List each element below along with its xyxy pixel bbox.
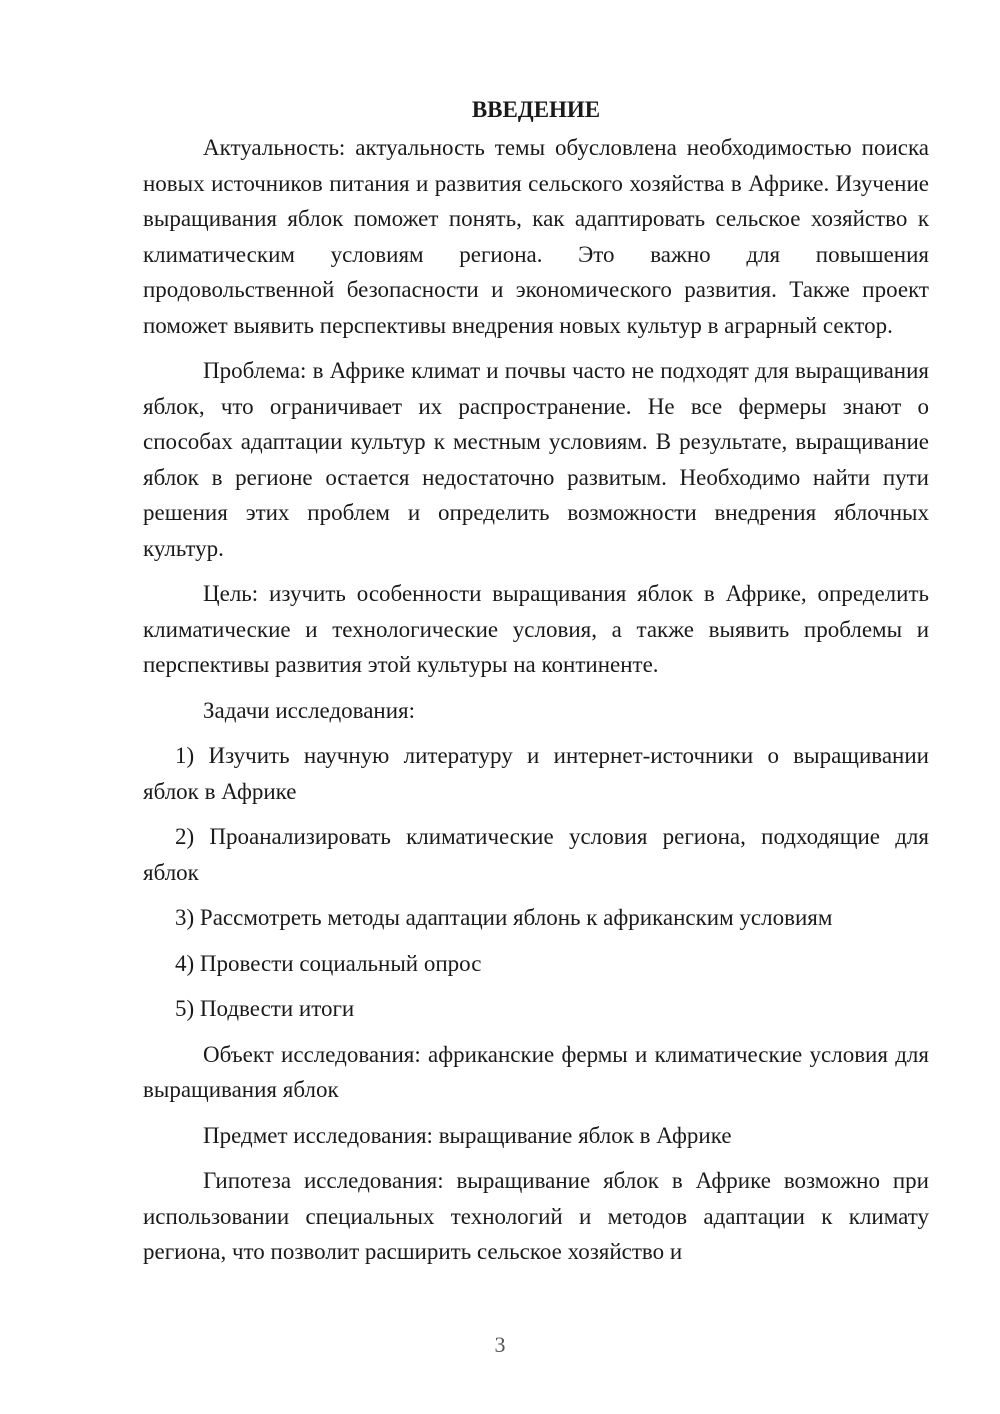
paragraph-hypothesis: Гипотеза исследования: выращивание яблок в Африке возможно при использовании специальных технологий и методов адаптации к климату региона, что позволит расширить сельское хозяйство и	[143, 1168, 929, 1264]
paragraph-problem: Проблема: в Африке климат и почвы часто не подходят для выращивания яблок, что ограничивает их распространение. Не все фермеры знают о способах адаптации культур к местным условиям. В результате, выращивание яблок в регионе остается недостаточно развитым. Необходимо найти пути решения этих проблем и определить возможности внедрения яблочных культур.	[143, 358, 929, 561]
paragraph-goal: Цель: изучить особенности выращивания яблок в Африке, определить климатические и технологические условия, а также выявить проблемы и перспективы развития этой культуры на континенте.	[143, 581, 929, 677]
task-item: 1) Изучить научную литературу и интернет-источники о выращивании яблок в Африке	[143, 743, 929, 804]
task-item: 3) Рассмотреть методы адаптации яблонь к африканским условиям	[175, 905, 833, 930]
document-page	[143, 92, 929, 1270]
paragraph-relevance: Актуальность: актуальность темы обусловлена необходимостью поиска новых источников питания и развития сельского хозяйства в Африке. Изучение выращивания яблок поможет понять, как адаптировать сельское хозяйство к климатическим условиям региона. Это важно для повышения продовольственной безопасности и экономического развития. Также проект поможет выявить перспективы внедрения новых культур в аграрный сектор.	[143, 135, 929, 338]
tasks-heading: Задачи исследования:	[203, 697, 416, 723]
task-item: 4) Провести социальный опрос	[175, 950, 482, 976]
section-heading: ВВЕДЕНИЕ	[471, 97, 601, 122]
task-item: 5) Подвести итоги	[175, 996, 355, 1021]
paragraph-subject: Предмет исследования: выращивание яблок в Африке	[203, 1122, 732, 1148]
task-item: 2) Проанализировать климатические условия региона, подходящие для яблок	[143, 824, 929, 885]
paragraph-object: Объект исследования: африканские фермы и климатические условия для выращивания яблок	[143, 1041, 929, 1102]
page-number: 3	[494, 1332, 506, 1357]
